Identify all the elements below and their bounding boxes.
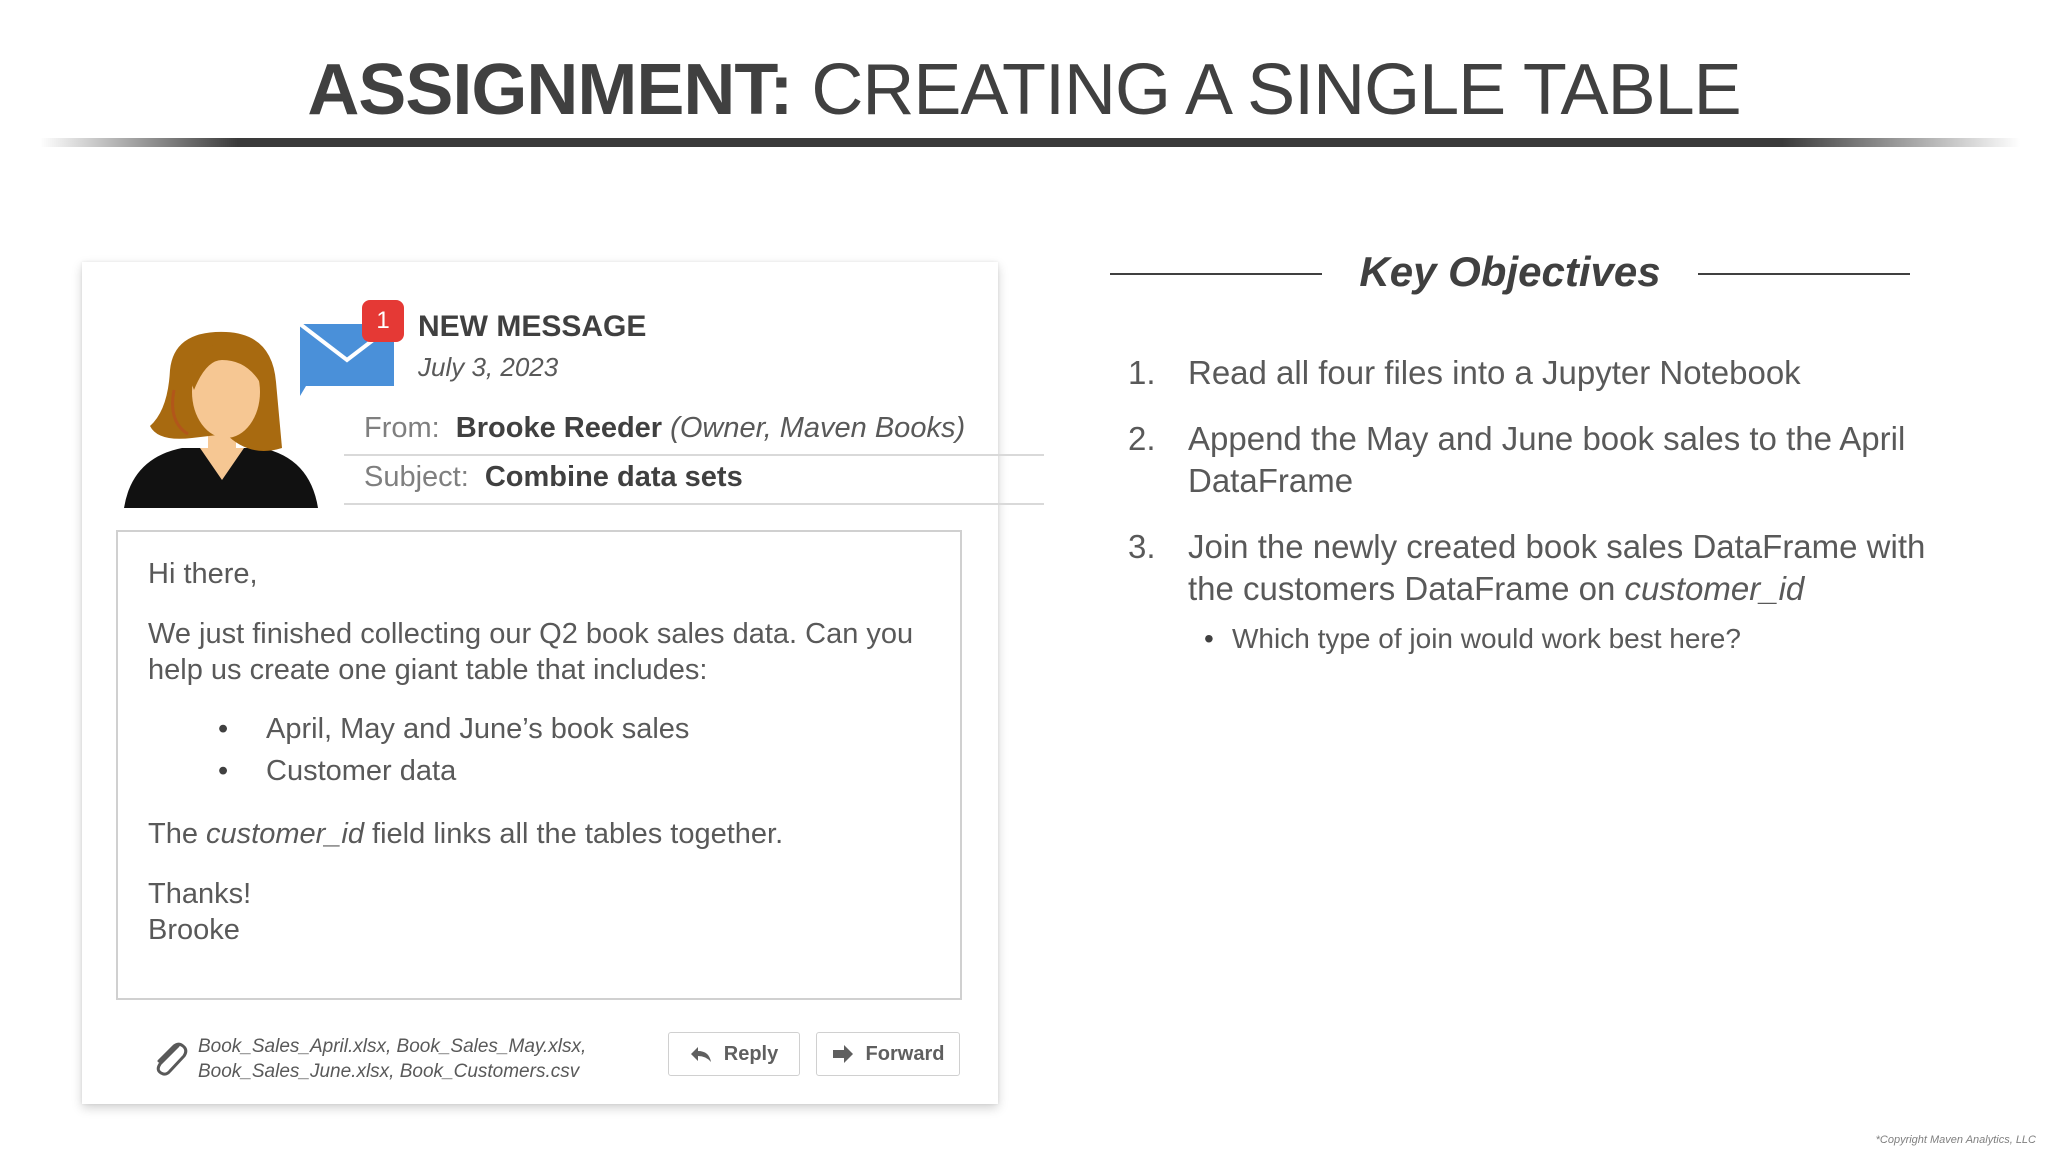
list-item: • April, May and June’s book sales bbox=[266, 708, 930, 750]
forward-label: Forward bbox=[865, 1042, 945, 1065]
sender-name: Brooke Reeder bbox=[455, 412, 663, 444]
forward-arrow-icon bbox=[832, 1045, 854, 1063]
subject-text: Combine data sets bbox=[484, 461, 743, 493]
subject-label: Subject: bbox=[364, 461, 469, 493]
link-field: customer_id bbox=[206, 818, 364, 850]
signature: Brooke bbox=[148, 914, 240, 946]
link-sentence bbox=[148, 816, 930, 852]
link-post: field links all the tables together. bbox=[364, 818, 784, 850]
objective-item bbox=[1128, 418, 1928, 502]
list-item: • Customer data bbox=[266, 750, 930, 792]
reply-arrow-icon bbox=[690, 1045, 712, 1063]
email-body bbox=[116, 530, 962, 1000]
title-bold: ASSIGNMENT: bbox=[307, 50, 793, 130]
header-rule-right bbox=[1698, 273, 1910, 275]
reply-button[interactable] bbox=[668, 1032, 800, 1076]
attachment-list[interactable] bbox=[198, 1034, 618, 1084]
greeting: Hi there, bbox=[148, 558, 258, 590]
thanks: Thanks! bbox=[148, 878, 252, 910]
email-card bbox=[82, 262, 998, 1104]
message-date: July 3, 2023 bbox=[418, 352, 559, 382]
forward-button[interactable] bbox=[816, 1032, 960, 1076]
woman-avatar-icon bbox=[122, 330, 318, 508]
sender-role: (Owner, Maven Books) bbox=[670, 412, 966, 444]
objective-text: Read all four files into a Jupyter Notebook bbox=[1188, 354, 1801, 391]
objective-number: 3. bbox=[1128, 528, 1156, 565]
title-divider bbox=[40, 138, 2020, 147]
from-label: From: bbox=[364, 412, 440, 444]
from-row bbox=[344, 412, 1044, 456]
objectives-title: Key Objectives bbox=[1359, 248, 1661, 295]
unread-badge: 1 bbox=[362, 300, 404, 342]
body-paragraph: We just finished collecting our Q2 book sales data. Can you help us create one giant table that includes: bbox=[148, 618, 914, 686]
reply-label: Reply bbox=[723, 1042, 779, 1065]
slide-title bbox=[0, 48, 2048, 132]
objective-number: 1. bbox=[1128, 354, 1156, 391]
objective-item bbox=[1128, 526, 1928, 610]
objective-text: Append the May and June book sales to the April DataFrame bbox=[1188, 420, 1906, 499]
subject-row bbox=[344, 461, 1044, 505]
body-bullet-list bbox=[148, 708, 930, 792]
attachments-line-2: Book_Sales_June.xlsx, Book_Customers.csv bbox=[198, 1061, 580, 1082]
link-pre: The bbox=[148, 818, 207, 850]
paperclip-icon bbox=[150, 1038, 190, 1078]
objective-item bbox=[1128, 352, 1928, 394]
objective-sub-bullet: • Which type of join would work best here? bbox=[1128, 620, 1928, 658]
copyright-notice: *Copyright Maven Analytics, LLC bbox=[1875, 1134, 2036, 1146]
attachments-line-1: Book_Sales_April.xlsx, Book_Sales_May.xlsx, bbox=[198, 1036, 587, 1057]
objectives-header bbox=[1110, 248, 1910, 308]
objective-number: 2. bbox=[1128, 420, 1156, 457]
new-message-heading: NEW MESSAGE bbox=[418, 310, 647, 343]
objective-field: customer_id bbox=[1624, 570, 1805, 607]
title-rest: CREATING A SINGLE TABLE bbox=[792, 50, 1741, 130]
objective-text: Join the newly created book sales DataFrame with the customers DataFrame on bbox=[1188, 528, 1926, 607]
objectives-list bbox=[1128, 352, 1928, 658]
